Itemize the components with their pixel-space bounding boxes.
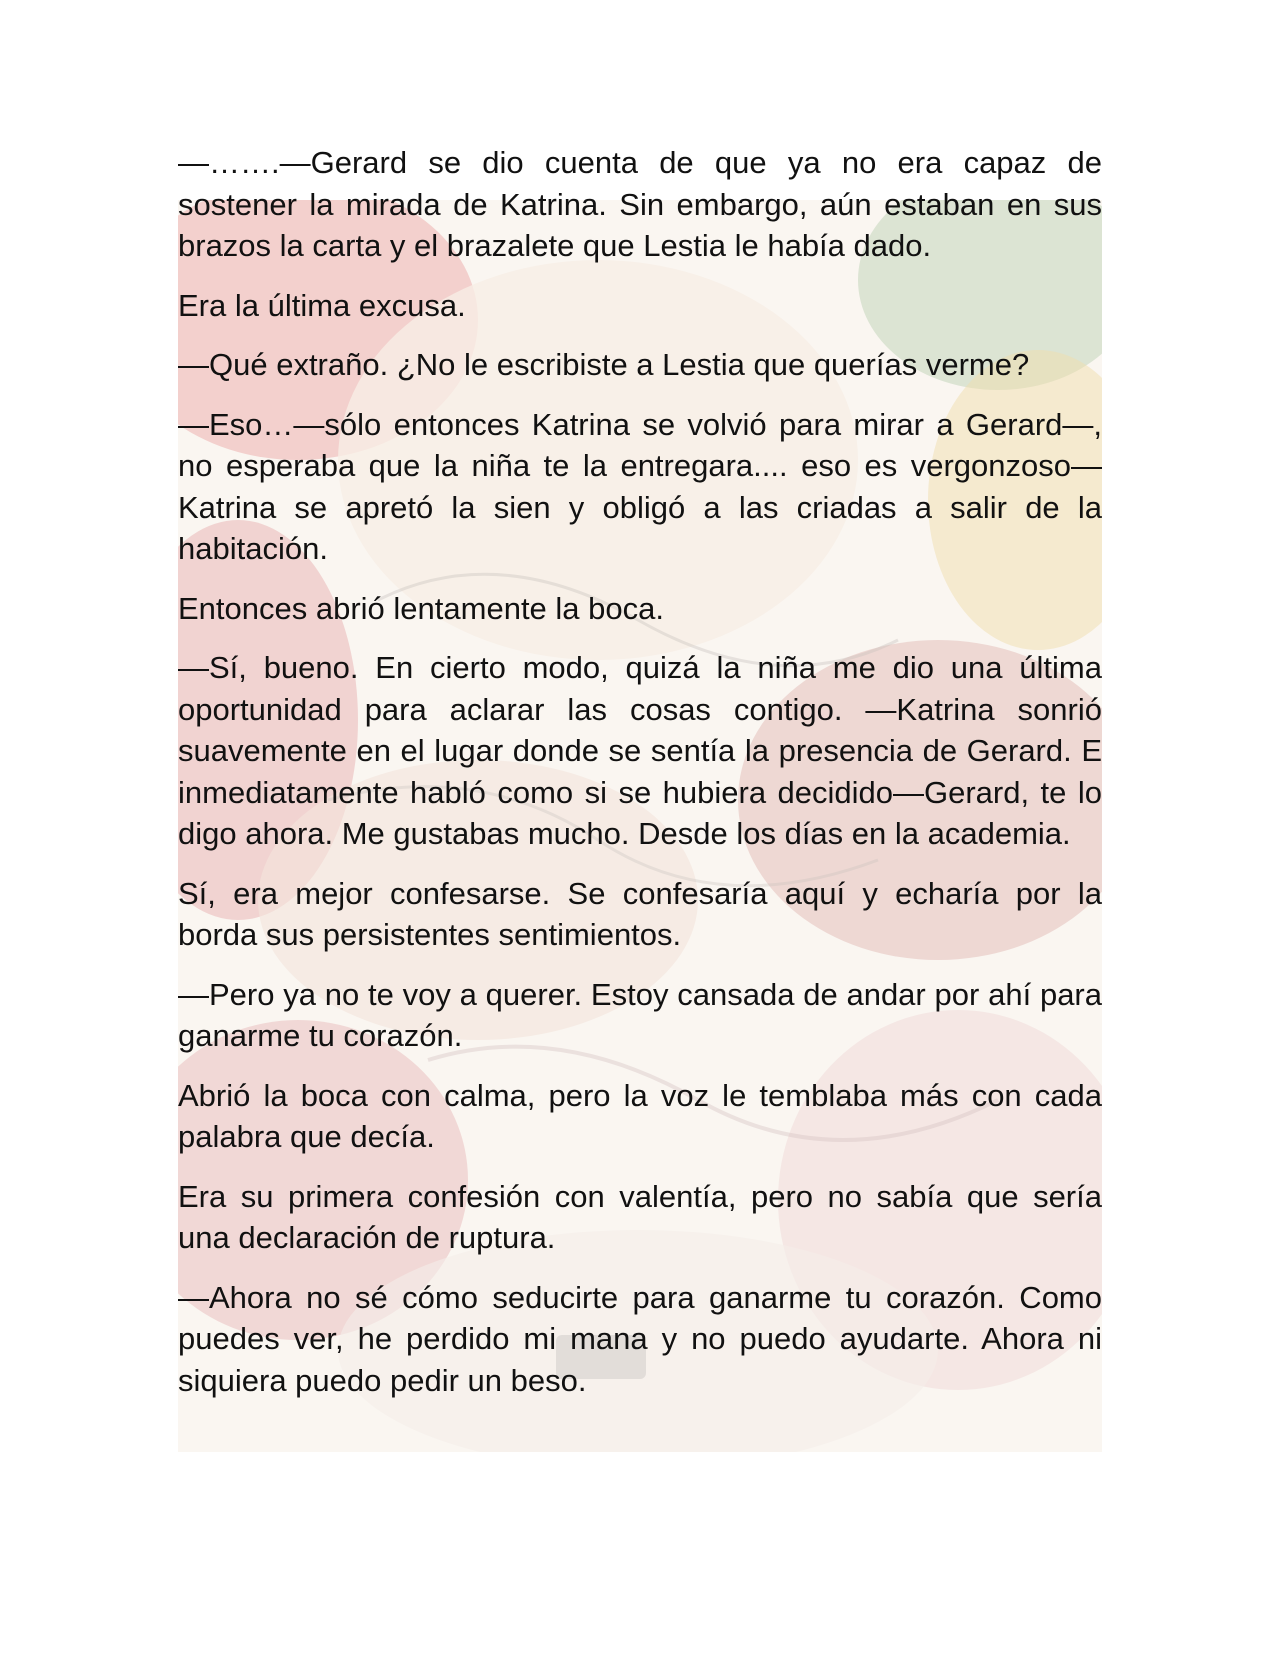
body-text [178,142,1102,1419]
paragraph: Era la última excusa. [178,287,466,323]
paragraph: Entonces abrió lentamente la boca. [178,590,664,626]
paragraph: —Eso…—sólo entonces Katrina se volvió para mirar a Gerard—, no esperaba que la niña te la entregara.... eso es vergonzoso—Katrina se apretó la sien y obligó a las criadas a salir de la habitación. [178,406,1102,566]
paragraph: —…….—Gerard se dio cuenta de que ya no era capaz de sostener la mirada de Katrina. Sin embargo, aún estaban en sus brazos la carta y el brazalete que Lestia le había dado. [178,145,1102,263]
paragraph: —Pero ya no te voy a querer. Estoy cansada de andar por ahí para ganarme tu corazón. [178,976,1102,1053]
paragraph: Era su primera confesión con valentía, pero no sabía que sería una declaración de ruptura. [178,1178,1102,1255]
paragraph: —Qué extraño. ¿No le escribiste a Lestia que querías verme? [178,347,1030,382]
paragraph: —Ahora no sé cómo seducirte para ganarme tu corazón. Como puedes ver, he perdido mi mana y no puedo ayudarte. Ahora ni siquiera puedo pedir un beso. [178,1279,1102,1398]
paragraph: Sí, era mejor confesarse. Se confesaría aquí y echaría por la borda sus persistentes sentimientos. [178,875,1102,952]
paragraph: Abrió la boca con calma, pero la voz le temblaba más con cada palabra que decía. [178,1077,1102,1154]
paragraph: —Sí, bueno. En cierto modo, quizá la niña me dio una última oportunidad para aclarar las cosas contigo. —Katrina sonrió suavemente en el lugar donde se sentía la presencia de Gerard. E inmediatamente habló como si se hubiera decidido—Gerard, te lo digo ahora. Me gustabas mucho. Desde los días en la academia. [178,650,1102,851]
